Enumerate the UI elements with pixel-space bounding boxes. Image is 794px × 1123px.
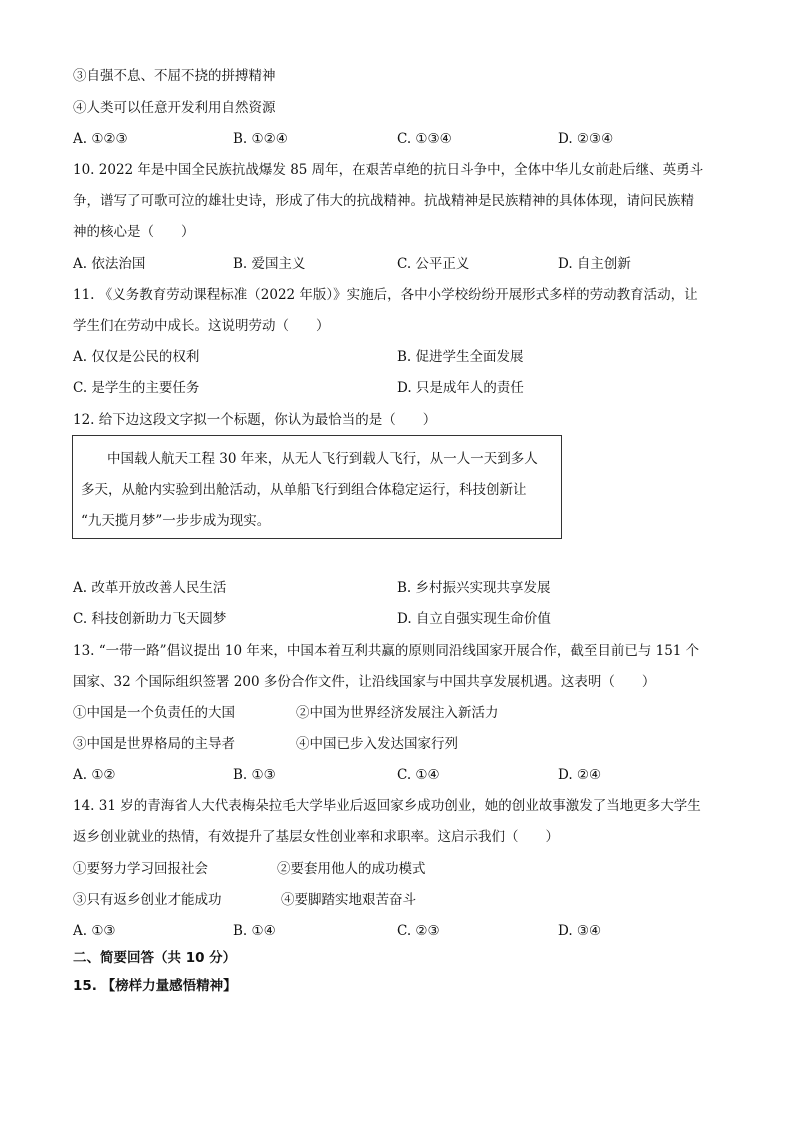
q10-stem-line-1: 10. 2022 年是中国全民族抗战爆发 85 周年，在艰苦卓绝的抗日斗争中，全体中华儿女前赴后继、英勇斗 [73,162,704,178]
q14-item-4: ④要脚踏实地艰苦奋斗 [281,892,416,908]
q9-item-3: ③自强不息、不屈不挠的拼搏精神 [73,68,276,84]
q14-option-a: A. ①③ [73,923,116,939]
q15-title: 15. 【榜样力量感悟精神】 [73,978,237,994]
q14-stem-line-2: 返乡创业就业的热情，有效提升了基层女性创业率和求职率。这启示我们（ ） [73,829,559,845]
q10-option-c: C. 公平正义 [397,256,470,272]
q9-option-b: B. ①②④ [233,131,288,147]
q11-option-c: C. 是学生的主要任务 [73,380,200,396]
q10-stem-line-2: 争，谱写了可歌可泣的雄壮史诗，形成了伟大的抗战精神。抗战精神是民族精神的具体体现，请问民族精 [73,193,694,209]
q14-item-2: ②要套用他人的成功模式 [277,861,426,877]
q12-option-a: A. 改革开放改善人民生活 [73,580,227,596]
q11-stem-line-1: 11. 《义务教育劳动课程标准（2022 年版）》实施后，各中小学校纷纷开展形式多样的劳动教育活动，让 [73,287,698,303]
q10-option-b: B. 爱国主义 [233,256,306,272]
q13-item-4: ④中国已步入发达国家行列 [296,736,458,752]
q11-option-d: D. 只是成年人的责任 [397,380,524,396]
q9-item-4: ④人类可以任意开发利用自然资源 [73,100,276,116]
q10-option-a: A. 依法治国 [73,256,146,272]
section-2-heading: 二、简要回答（共 10 分） [73,950,237,966]
q9-option-c: C. ①③④ [397,131,452,147]
q10-stem-line-3: 神的核心是（ ） [73,224,195,240]
q13-option-a: A. ①② [73,767,116,783]
q10-option-d: D. 自主创新 [558,256,631,272]
q14-stem-line-1: 14. 31 岁的青海省人大代表梅朵拉毛大学毕业后返回家乡成功创业，她的创业故事激发了当地更多大学生 [73,798,701,814]
q11-option-b: B. 促进学生全面发展 [397,349,524,365]
q12-passage-line-1: 中国载人航天工程 30 年来，从无人飞行到载人飞行，从一人一天到多人 [107,451,538,467]
q9-option-a: A. ①②③ [73,131,128,147]
q13-option-c: C. ①④ [397,767,440,783]
q14-item-1: ①要努力学习回报社会 [73,861,208,877]
q12-option-c: C. 科技创新助力飞天圆梦 [73,611,227,627]
q14-option-c: C. ②③ [397,923,440,939]
q11-option-a: A. 仅仅是公民的权利 [73,349,200,365]
q11-stem-line-2: 学生们在劳动中成长。这说明劳动（ ） [73,318,330,334]
q12-passage-box [72,435,562,539]
q12-option-d: D. 自立自强实现生命价值 [397,611,551,627]
q13-stem-line-2: 国家、32 个国际组织签署 200 多份合作文件，让沿线国家与中国共享发展机遇。这表明（ ） [73,674,656,690]
q9-option-d: D. ②③④ [558,131,614,147]
q13-item-1: ①中国是一个负责任的大国 [73,705,235,721]
q12-passage-line-3: “九天揽月梦”一步步成为现实。 [81,513,271,529]
q12-option-b: B. 乡村振兴实现共享发展 [397,580,551,596]
q13-option-b: B. ①③ [233,767,276,783]
q12-passage-line-2: 多天，从舱内实验到出舱活动，从单船飞行到组合体稳定运行，科技创新让 [81,482,527,498]
q13-stem-line-1: 13. “一带一路”倡议提出 10 年来，中国本着互利共赢的原则同沿线国家开展合作，截至目前已与 151 个 [73,643,700,659]
q13-item-2: ②中国为世界经济发展注入新活力 [296,705,499,721]
q14-item-3: ③只有返乡创业才能成功 [73,892,222,908]
q13-item-3: ③中国是世界格局的主导者 [73,736,235,752]
q14-option-b: B. ①④ [233,923,276,939]
q12-stem: 12. 给下边这段文字拟一个标题，你认为最恰当的是（ ） [73,412,437,428]
q14-option-d: D. ③④ [558,923,602,939]
q13-option-d: D. ②④ [558,767,602,783]
